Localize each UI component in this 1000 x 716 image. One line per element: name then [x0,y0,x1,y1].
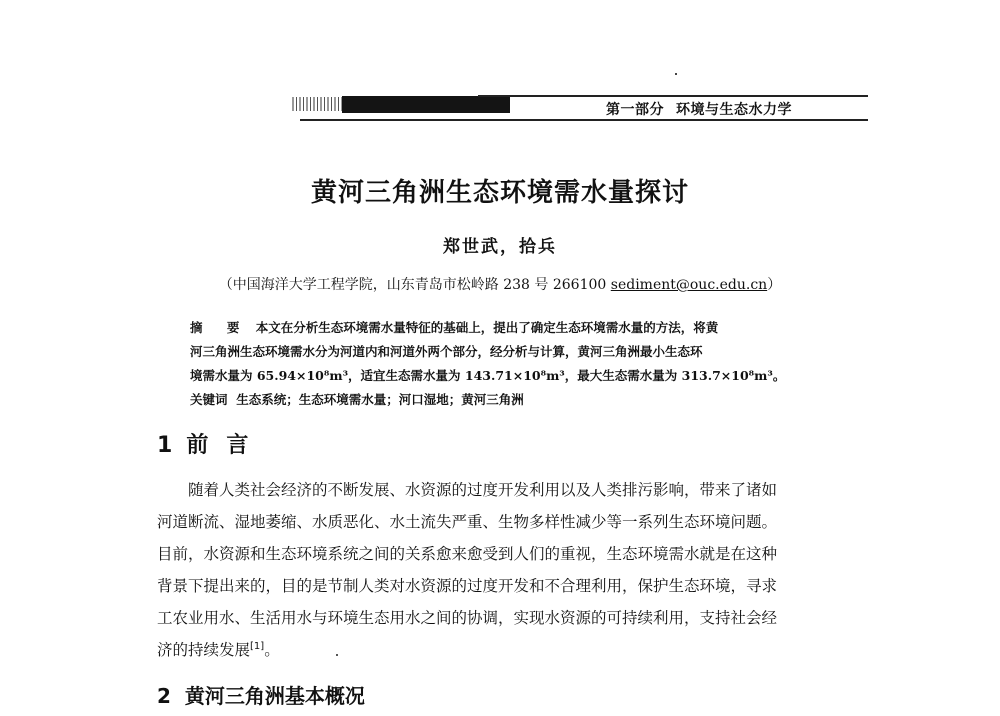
keywords-label: 关键词 [190,392,228,407]
keywords-text: 生态系统；生态环境需水量；河口湿地；黄河三角洲 [236,392,524,407]
affiliation-text: （中国海洋大学工程学院，山东青岛市松岭路 238 号 266100 [218,277,611,293]
header-scan-noise [292,97,344,111]
abstract-line [190,316,870,340]
citation-ref[interactable]: [1] [250,640,265,652]
header-section: 环境与生态水力学 [676,102,792,118]
header-rule-bottom [300,119,868,121]
header-rule-top [478,95,868,97]
abstract-block [190,316,870,412]
abstract-line: 境需水量为 65.94×10⁸m³，适宜生态需水量为 143.71×10⁸m³，最大生态需水量为 313.7×10⁸m³。 [190,368,786,383]
section-number: 2 [157,684,171,708]
abstract-line: 河三角洲生态环境需水分为河道内和河道外两个部分，经分析与计算，黄河三角洲最小生态环 [190,344,703,359]
scan-speck [336,654,338,656]
section-heading [157,428,266,459]
section-number: 1 [157,433,173,458]
keywords-line [190,388,870,412]
affiliation-close: ） [767,277,782,293]
body-period: 。 [264,641,280,659]
section-heading [157,680,365,709]
body-line: 目前，水资源和生态环境系统之间的关系愈来愈受到人们的重视，生态环境需水就是在这种 [157,545,778,563]
scan-speck [675,73,677,75]
abstract-label: 摘 要 [190,320,250,335]
abstract-text: 本文在分析生态环境需水量特征的基础上，提出了确定生态环境需水量的方法，将黄 [255,320,719,335]
body-line: 河道断流、湿地萎缩、水质恶化、水土流失严重、生物多样性减少等一系列生态环境问题。 [157,513,778,531]
body-line: 随着人类社会经济的不断发展、水资源的过度开发利用以及人类排污影响，带来了诸如 [188,481,778,499]
running-header [606,99,792,119]
body-line: 工农业用水、生活用水与环境生态用水之间的协调，实现水资源的可持续利用，支持社会经 [157,609,778,627]
header-part: 第一部分 [606,102,664,118]
body-text: 济的持续发展 [157,641,251,659]
paper-affiliation [0,274,1000,294]
author-email-link[interactable]: sediment@ouc.edu.cn [610,277,768,293]
header-black-bar [342,96,510,113]
body-line-last [157,634,873,666]
section-body [157,474,873,666]
section-title: 黄河三角洲基本概况 [184,684,365,708]
section-title: 前言 [186,433,267,458]
paper-authors: 郑世武，拾兵 [443,237,557,257]
paper-title: 黄河三角洲生态环境需水量探讨 [310,178,689,208]
body-line: 背景下提出来的，目的是节制人类对水资源的过度开发和不合理利用，保护生态环境，寻求 [157,577,778,595]
